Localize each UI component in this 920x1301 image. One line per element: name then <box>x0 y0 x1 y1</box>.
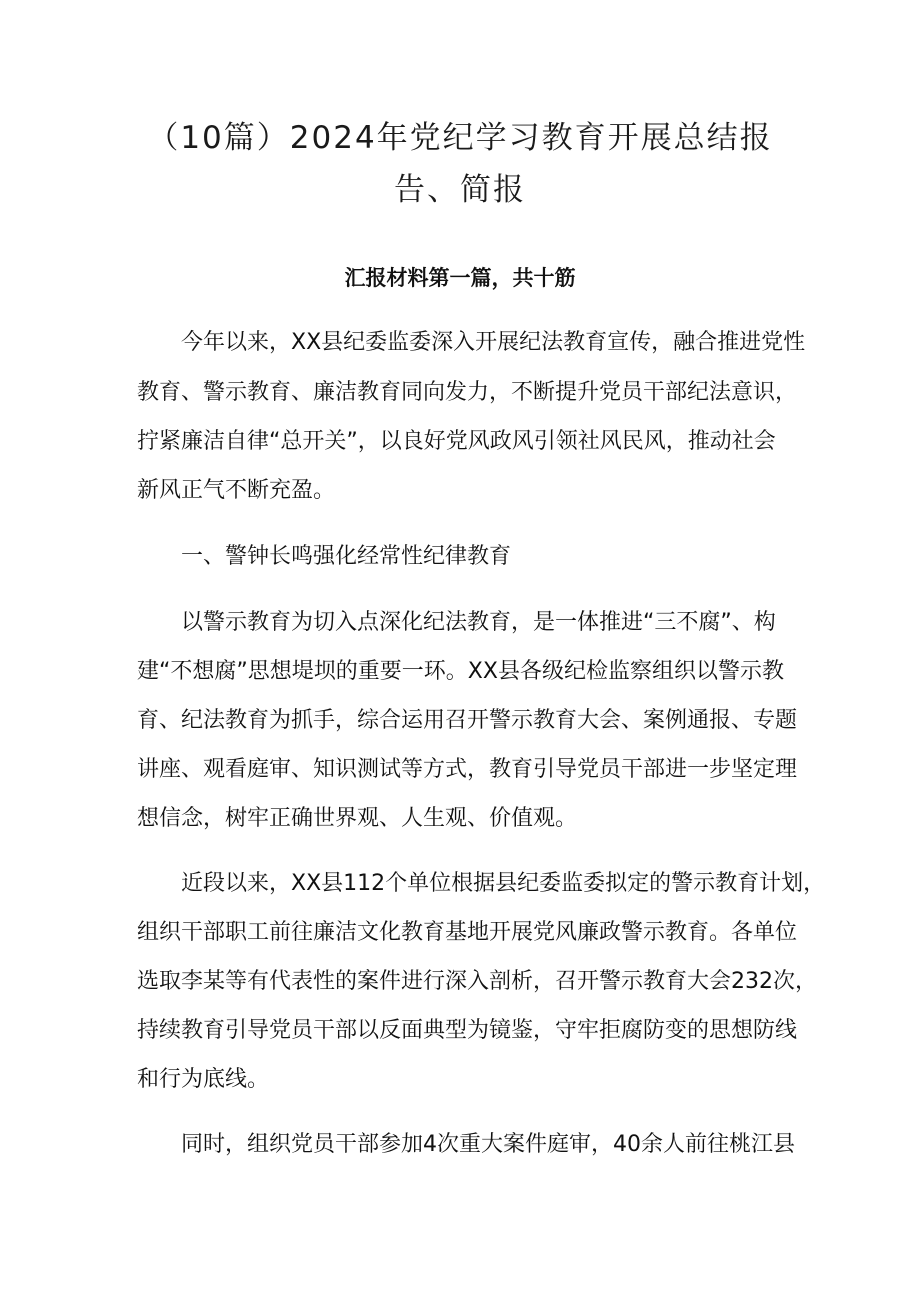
text-line: 同时，组织党员干部参加4次重大案件庭审，40余人前往桃江县 <box>181 1132 795 1157</box>
text-line: 想信念，树牢正确世界观、人生观、价值观。 <box>137 806 578 831</box>
document-title-line-1: （10篇）2024年党纪学习教育开展总结报 <box>147 120 773 156</box>
heading-line: 一、警钟长鸣强化经常性纪律教育 <box>181 544 512 569</box>
text-line: 建“不想腐”思想堤坝的重要一环。XX县各级纪检监察组织以警示教 <box>137 659 784 684</box>
document-title-line-2: 告、简报 <box>394 172 526 208</box>
text-line: 和行为底线。 <box>137 1067 270 1092</box>
text-line: 选取李某等有代表性的案件进行深入剖析，召开警示教育大会232次， <box>137 969 817 994</box>
text-line: 拧紧廉洁自律“总开关”，以良好党风政风引领社风民风，推动社会 <box>137 429 776 454</box>
text-line: 育、纪法教育为抓手，综合运用召开警示教育大会、案例通报、专题 <box>137 708 798 733</box>
text-line: 以警示教育为切入点深化纪法教育，是一体推进“三不腐”、构 <box>181 610 776 635</box>
text-line: 近段以来，XX县112个单位根据县纪委监委拟定的警示教育计划， <box>181 871 826 896</box>
text-line: 今年以来，XX县纪委监委深入开展纪法教育宣传，融合推进党性 <box>181 330 806 355</box>
text-line: 持续教育引导党员干部以反面典型为镜鉴，守牢拒腐防变的思想防线 <box>137 1018 798 1043</box>
text-line: 新风正气不断充盈。 <box>137 478 336 503</box>
section-subtitle: 汇报材料第一篇，共十筋 <box>344 266 576 290</box>
text-line: 讲座、观看庭审、知识测试等方式，教育引导党员干部进一步坚定理 <box>137 757 798 782</box>
text-line: 组织干部职工前往廉洁文化教育基地开展党风廉政警示教育。各单位 <box>137 920 798 945</box>
text-line: 教育、警示教育、廉洁教育同向发力，不断提升党员干部纪法意识， <box>137 380 798 405</box>
